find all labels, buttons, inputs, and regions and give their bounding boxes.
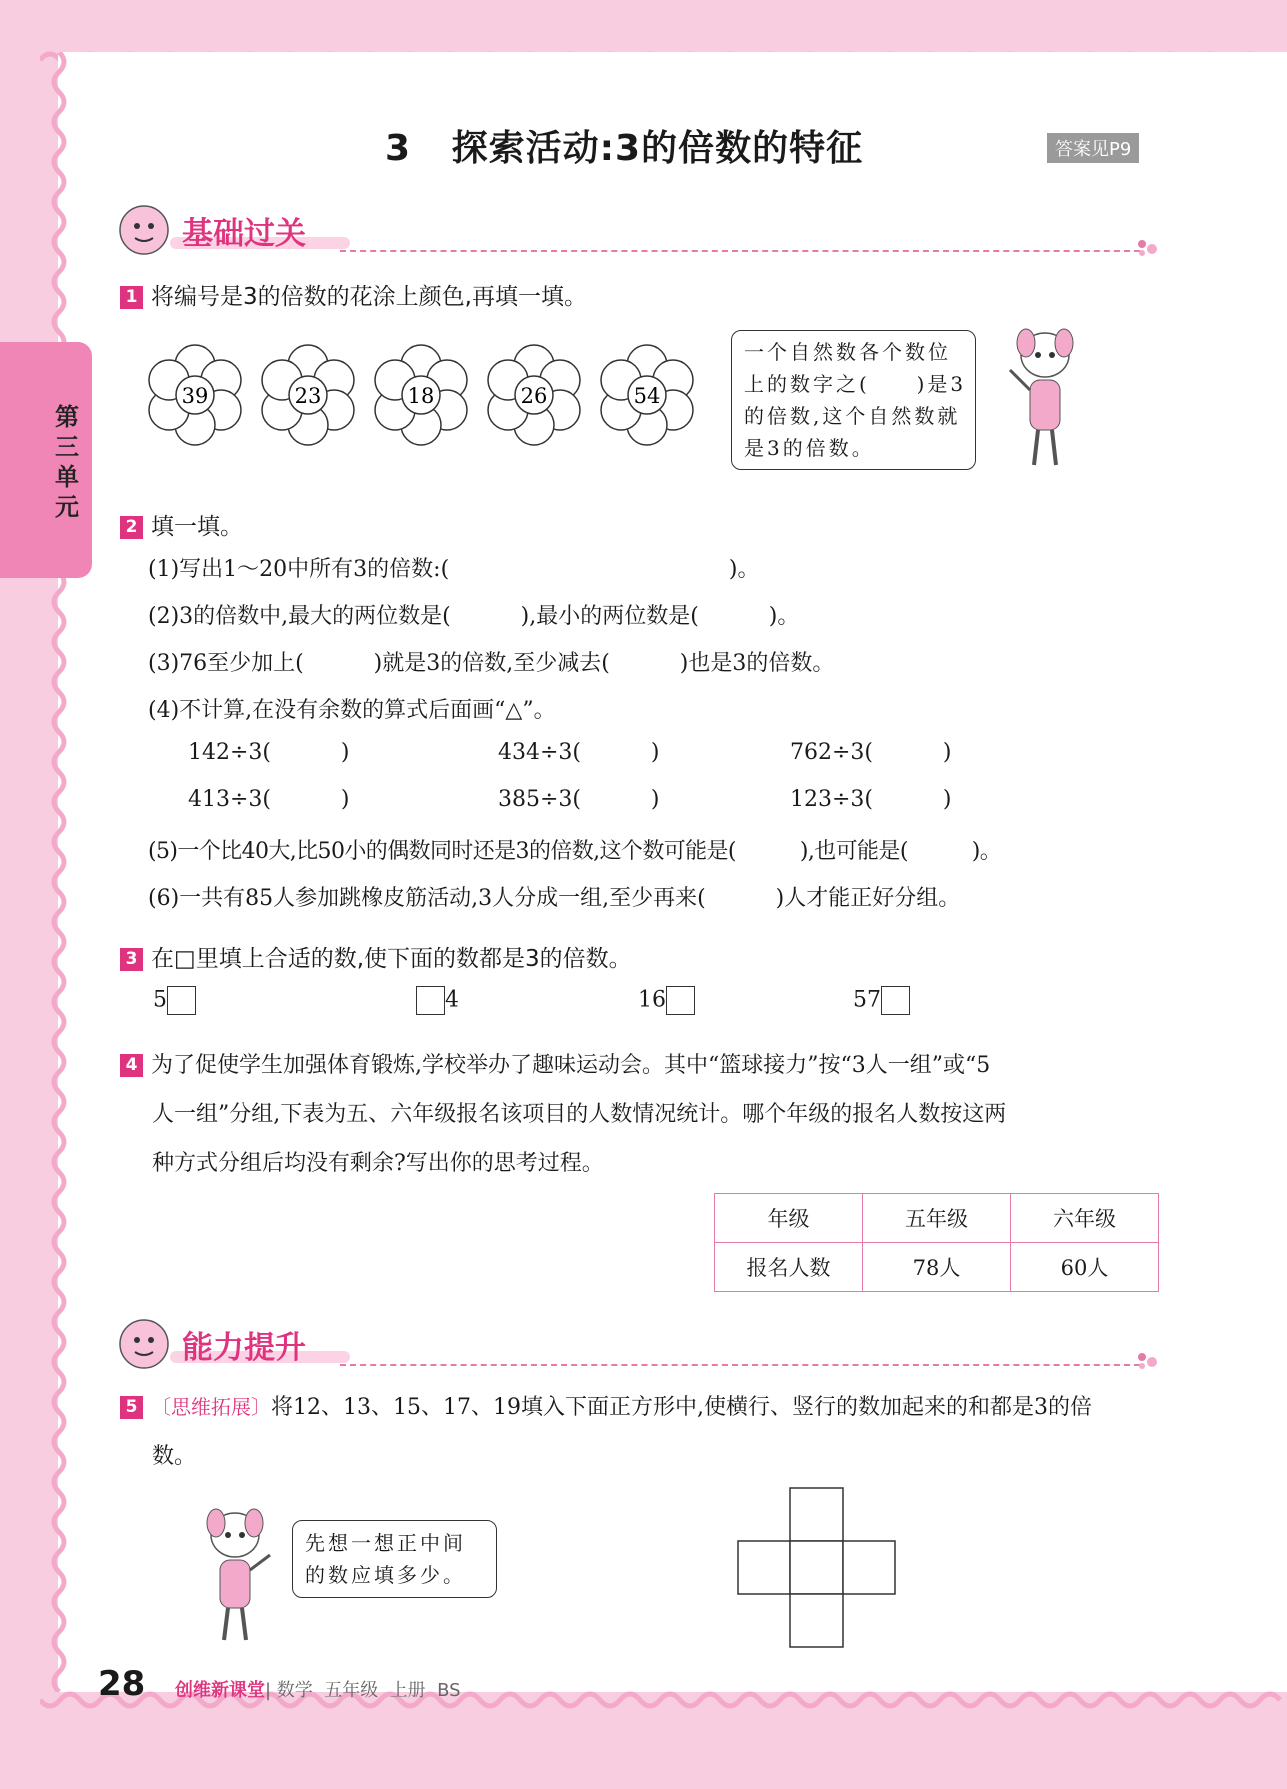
flower-18[interactable]	[375, 345, 467, 445]
grid-cell-center	[790, 1541, 843, 1594]
calc-item: 385÷3( )	[498, 787, 660, 812]
bubble-line: 上的数字之( )是3	[744, 372, 967, 396]
footer-subtitle: | 数学 五年级 上册 BS	[265, 1680, 461, 1701]
question-text: 在□里填上合适的数,使下面的数都是3的倍数。	[151, 946, 632, 972]
table-header-cell: 六年级	[1011, 1194, 1159, 1243]
unit-side-tab	[0, 342, 92, 578]
question-number: 5	[120, 1396, 143, 1419]
answer-box[interactable]	[666, 986, 695, 1015]
flower-number: 18	[407, 384, 435, 408]
question-text-line: 数。	[152, 1444, 197, 1469]
bubble-line: 一个自然数各个数位	[744, 340, 951, 364]
fill-box-item	[638, 986, 695, 1015]
question-text-line: 为了促使学生加强体育锻炼,学校举办了趣味运动会。其中“篮球接力”按“3人一组”或“5	[151, 1053, 991, 1078]
question-number: 2	[120, 516, 143, 539]
hint-speech-bubble	[731, 330, 976, 470]
q2-part-3: (3)76至少加上( )就是3的倍数,至少减去( )也是3的倍数。	[148, 651, 835, 676]
page-border-left	[44, 52, 74, 1692]
table-header-cell: 五年级	[863, 1194, 1011, 1243]
question-number: 3	[120, 948, 143, 971]
answer-box[interactable]	[167, 986, 196, 1015]
flower-26[interactable]	[488, 345, 580, 445]
dog-mascot-icon	[190, 1505, 280, 1645]
q2-part-4: (4)不计算,在没有余数的算式后面画“△”。	[148, 698, 556, 723]
grid-cell-left	[738, 1541, 790, 1594]
flowers-row	[140, 340, 710, 450]
q2-part-1: (1)写出1～20中所有3的倍数:( )。	[148, 557, 760, 582]
digit-after: 4	[445, 987, 459, 1013]
calc-item: 142÷3( )	[188, 740, 350, 765]
page-number: 28	[98, 1664, 146, 1704]
page-title: 3 探索活动:3的倍数的特征	[385, 128, 864, 169]
answer-box[interactable]	[881, 986, 910, 1015]
grid-cell-right	[843, 1541, 895, 1594]
grid-cell-bottom	[790, 1594, 843, 1647]
question-text-line: 将12、13、15、17、19填入下面正方形中,使横行、竖行的数加起来的和都是3的倍	[271, 1395, 1092, 1420]
digit-before: 16	[638, 987, 666, 1013]
question-3	[120, 940, 632, 973]
question-number: 4	[120, 1054, 143, 1077]
calc-item: 762÷3( )	[790, 740, 952, 765]
bubble-line: 是3的倍数。	[744, 436, 875, 460]
bubble-line: 的数应填多少。	[305, 1563, 466, 1587]
flower-39[interactable]	[149, 345, 241, 445]
question-text-line: 人一组”分组,下表为五、六年级报名该项目的人数情况统计。哪个年级的报名人数按这两	[152, 1102, 1007, 1127]
unit-label: 第三单元	[55, 403, 79, 521]
question-text: 将编号是3的倍数的花涂上颜色,再填一填。	[151, 284, 587, 310]
table-cell: 78人	[863, 1243, 1011, 1292]
calc-item: 434÷3( )	[498, 740, 660, 765]
q2-part-6: (6)一共有85人参加跳橡皮筋活动,3人分成一组,至少再来( )人才能正好分组。	[148, 886, 961, 911]
fill-box-item	[416, 986, 459, 1015]
table-cell: 报名人数	[715, 1243, 863, 1292]
flower-number: 23	[294, 384, 322, 408]
dots-decoration-icon	[1136, 235, 1160, 259]
flower-54[interactable]	[601, 345, 693, 445]
q2-part-5: (5)一个比40大,比50小的偶数同时还是3的倍数,这个数可能是( ),也可能是( )。	[148, 839, 1002, 864]
fill-box-item	[153, 986, 196, 1015]
grid-cell-top	[790, 1488, 843, 1541]
table-header-row	[715, 1194, 1159, 1243]
calc-item: 123÷3( )	[790, 787, 952, 812]
dots-decoration-icon	[1136, 1348, 1160, 1372]
flower-number: 26	[520, 384, 548, 408]
footer-brand: 创维新课堂	[175, 1680, 265, 1701]
question-1	[120, 278, 587, 311]
question-4	[120, 1048, 990, 1079]
bubble-line: 的倍数,这个自然数就	[744, 404, 961, 428]
section-heading-basic: 基础过关	[182, 216, 306, 252]
registration-table	[714, 1193, 1159, 1292]
question-number: 1	[120, 286, 143, 309]
mascot-head-icon	[118, 204, 174, 256]
table-cell: 60人	[1011, 1243, 1159, 1292]
answer-reference-badge: 答案见P9	[1047, 133, 1139, 163]
mascot-head-icon	[118, 1318, 174, 1370]
table-header-cell: 年级	[715, 1194, 863, 1243]
digit-before: 57	[853, 987, 881, 1013]
digit-before: 5	[153, 987, 167, 1013]
question-text: 填一填。	[151, 514, 243, 540]
footer-info	[175, 1676, 461, 1702]
question-text-line: 种方式分组后均没有剩余?写出你的思考过程。	[152, 1151, 604, 1176]
dog-mascot-icon	[1000, 325, 1090, 475]
q2-part-2: (2)3的倍数中,最大的两位数是( ),最小的两位数是( )。	[148, 604, 800, 629]
bubble-line: 先想一想正中间	[305, 1531, 466, 1555]
hint-speech-bubble	[292, 1520, 497, 1598]
section-heading-advanced: 能力提升	[182, 1330, 306, 1366]
calc-item: 413÷3( )	[188, 787, 350, 812]
cross-grid	[735, 1485, 900, 1650]
section-divider	[340, 250, 1140, 252]
question-2	[120, 508, 243, 541]
answer-box[interactable]	[416, 986, 445, 1015]
question-5	[120, 1390, 1092, 1421]
section-divider	[340, 1364, 1140, 1366]
question-tag: 〔思维拓展〕	[151, 1395, 271, 1419]
table-row	[715, 1243, 1159, 1292]
fill-box-item	[853, 986, 910, 1015]
flower-23[interactable]	[262, 345, 354, 445]
flower-number: 54	[633, 384, 661, 408]
flower-number: 39	[181, 384, 209, 408]
